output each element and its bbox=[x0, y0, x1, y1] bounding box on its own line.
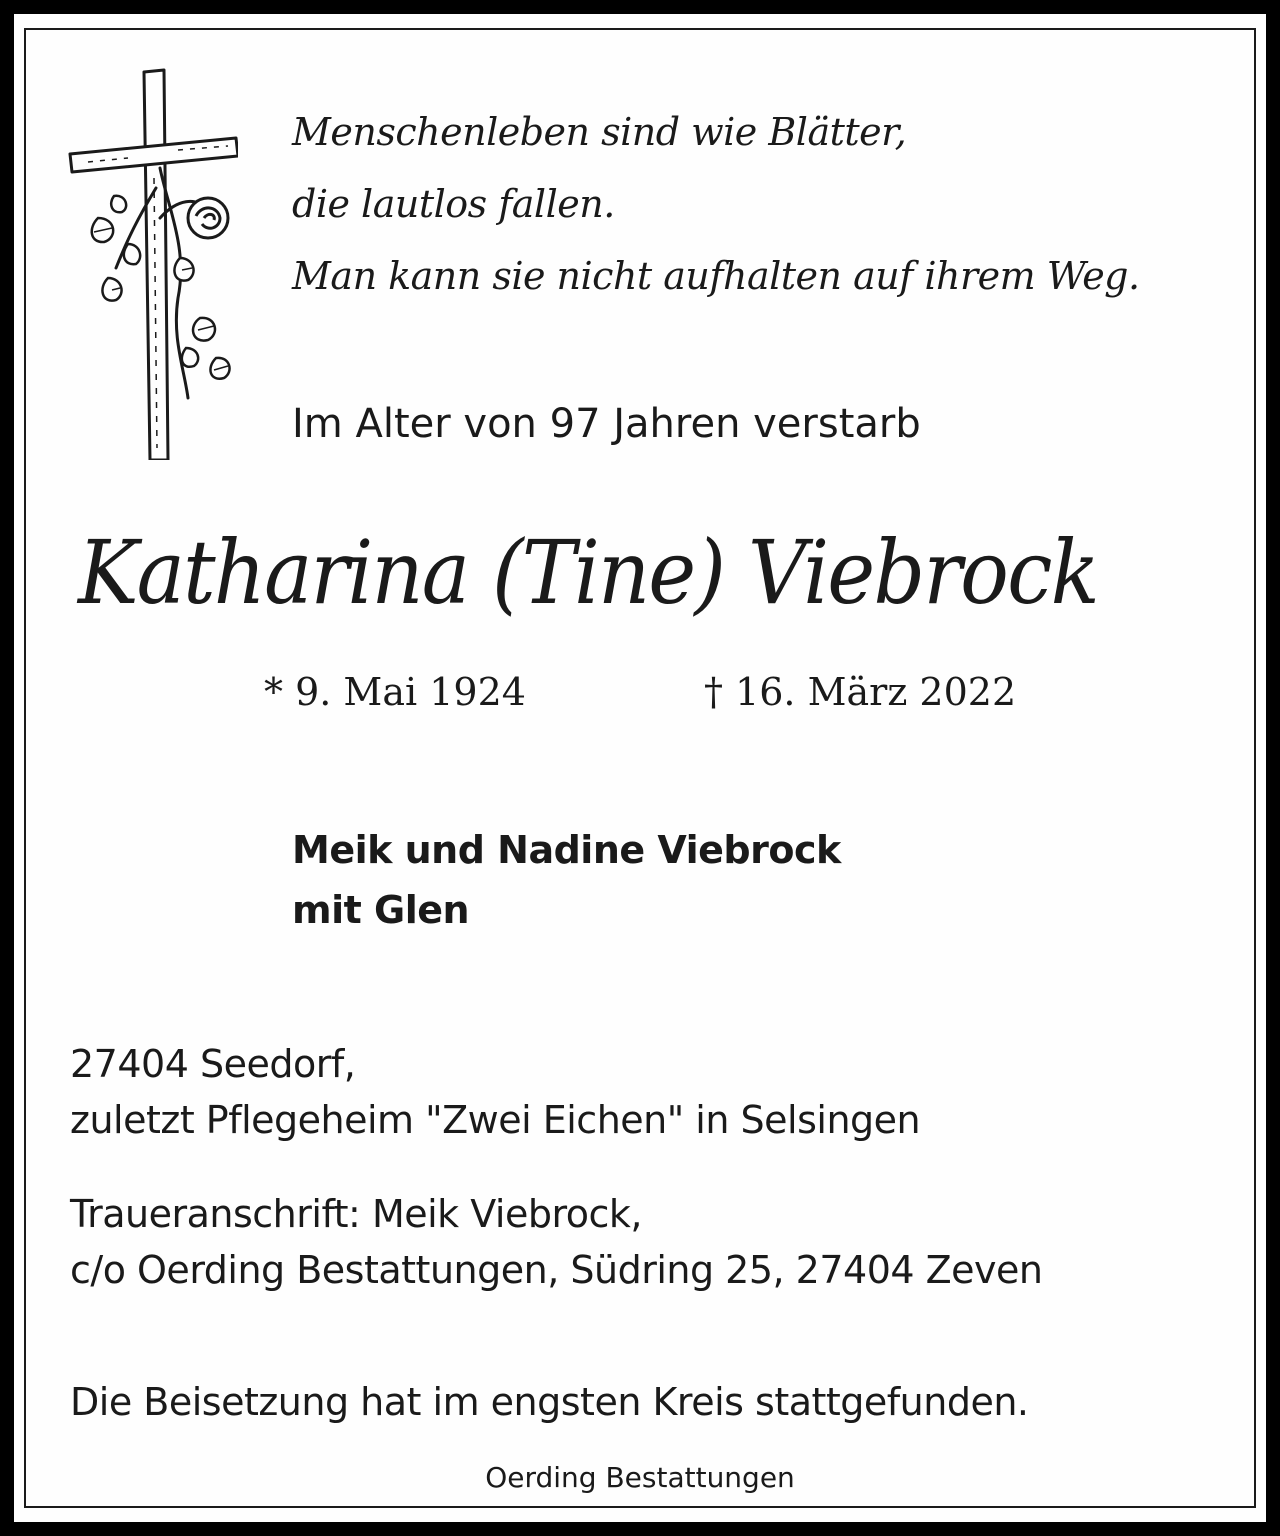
funeral-home: Oerding Bestattungen bbox=[485, 1461, 795, 1494]
deceased-name: Katharina (Tine) Viebrock bbox=[78, 521, 1098, 624]
mourning-address-line-2: c/o Oerding Bestattungen, Südring 25, 27404 Zeven bbox=[70, 1248, 1043, 1292]
cross-with-roses-icon bbox=[68, 68, 238, 460]
birth-date: * 9. Mai 1924 bbox=[264, 670, 526, 714]
poem-line-3: Man kann sie nicht aufhalten auf ihrem Weg. bbox=[292, 254, 1140, 298]
poem-line-2: die lautlos fallen. bbox=[292, 182, 615, 226]
mourning-address bbox=[70, 1186, 1043, 1298]
poem bbox=[292, 96, 1140, 312]
death-date: † 16. März 2022 bbox=[704, 670, 1017, 714]
mourners-line-2: mit Glen bbox=[292, 888, 470, 932]
mourners-line-1: Meik und Nadine Viebrock bbox=[292, 828, 841, 872]
obituary-card bbox=[14, 14, 1266, 1522]
residence-line-2: zuletzt Pflegeheim "Zwei Eichen" in Selsingen bbox=[70, 1098, 921, 1142]
age-intro: Im Alter von 97 Jahren verstarb bbox=[292, 401, 921, 447]
poem-line-1: Menschenleben sind wie Blätter, bbox=[292, 110, 907, 154]
residence-line-1: 27404 Seedorf, bbox=[70, 1042, 356, 1086]
burial-note: Die Beisetzung hat im engsten Kreis stattgefunden. bbox=[70, 1380, 1029, 1424]
residence bbox=[70, 1036, 920, 1148]
mourners bbox=[292, 820, 841, 940]
mourning-address-line-1: Traueranschrift: Meik Viebrock, bbox=[70, 1192, 642, 1236]
